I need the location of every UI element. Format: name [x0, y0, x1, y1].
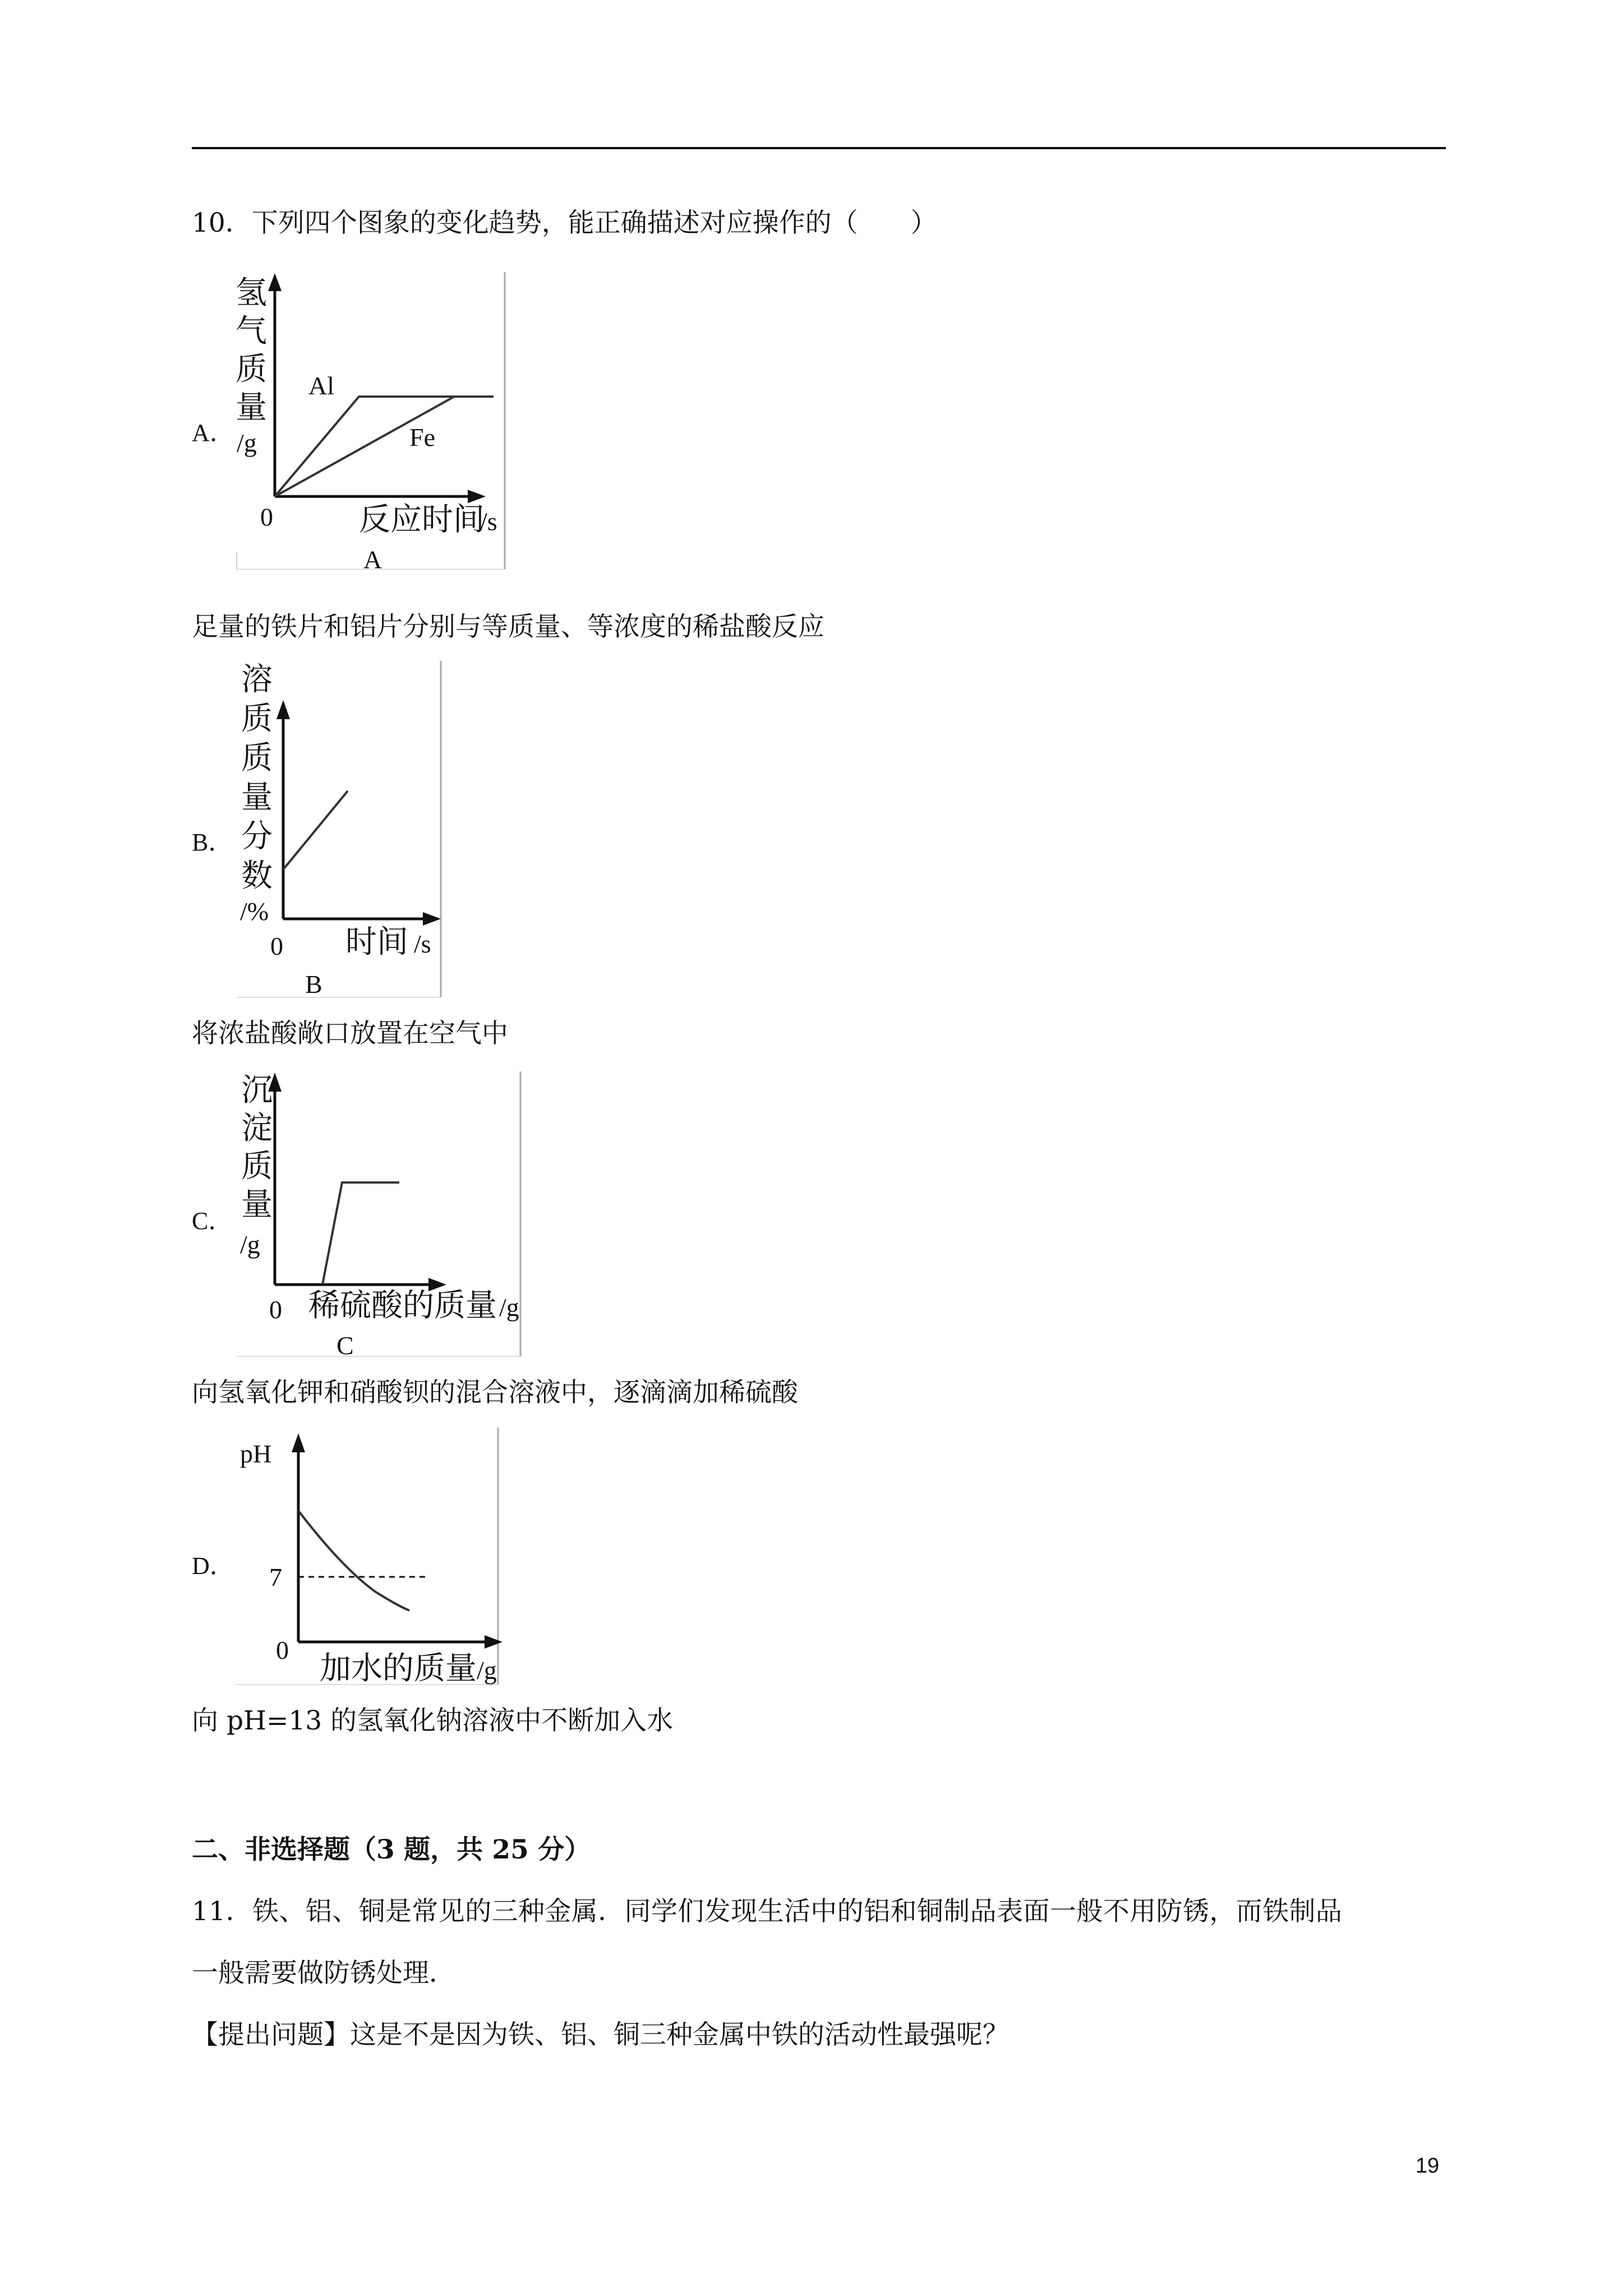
tick-label-7: 7: [269, 1563, 282, 1591]
x-axis-label: 加水的质量: [320, 1650, 477, 1687]
x-axis-label: 反应时间: [359, 501, 485, 538]
y-label-char-2: 质: [241, 701, 273, 737]
y-axis-arrow: [292, 1433, 305, 1452]
header-rule: [192, 147, 1446, 149]
option-c-label: C．: [192, 1207, 233, 1235]
question-11-line-2: 一般需要做防锈处理．: [192, 1958, 455, 1989]
x-axis-label: 时间: [345, 924, 408, 960]
x-axis-unit: /g: [499, 1293, 519, 1322]
page-number: 19: [1415, 2154, 1440, 2178]
question-10-stem: 10．下列四个图象的变化趋势，能正确描述对应操作的（ ）: [192, 208, 937, 238]
series-label-fe: Fe: [409, 423, 435, 452]
y-label-char-2: 气: [236, 313, 267, 349]
y-label-char-6: 数: [241, 858, 273, 894]
y-label-char-3: 质: [241, 1148, 273, 1185]
al-line: [275, 397, 494, 496]
y-axis-label: pH: [240, 1439, 272, 1468]
option-c-caption: 向氢氧化钾和硝酸钡的混合溶液中，逐滴滴加稀硫酸: [192, 1377, 798, 1408]
option-d-label: D．: [192, 1552, 234, 1580]
y-label-unit: /%: [240, 897, 269, 926]
y-label-char-4: 量: [241, 1186, 273, 1223]
y-label-char-1: 沉: [241, 1072, 273, 1108]
option-d-caption: 向 pH=13 的氢氧化钠溶液中不断加入水: [192, 1705, 674, 1736]
series-label-al: Al: [308, 371, 334, 400]
section-heading: 二、非选择题（3 题，共 25 分）: [192, 1834, 591, 1865]
y-label-char-1: 溶: [241, 661, 273, 698]
origin-label: 0: [276, 1636, 289, 1664]
x-axis-unit: /s: [414, 930, 431, 958]
figure-b: [236, 661, 449, 1009]
question-11-line-3: 【提出问题】这是不是因为铁、铝、铜三种金属中铁的活动性最强呢？: [192, 2019, 1009, 2050]
ph-curve: [298, 1511, 409, 1611]
x-axis-label: 稀硫酸的质量: [308, 1287, 497, 1324]
y-label-char-1: 氢: [236, 275, 267, 311]
y-label-unit: /g: [240, 1230, 260, 1259]
data-line: [322, 1182, 399, 1285]
option-a-caption: 足量的铁片和铝片分别与等质量、等浓度的稀盐酸反应: [192, 611, 824, 642]
origin-label: 0: [269, 1295, 282, 1324]
figure-letter: A: [363, 545, 382, 574]
figure-c: [236, 1071, 527, 1363]
y-axis-arrow: [276, 700, 290, 719]
x-axis-arrow: [485, 1635, 502, 1649]
x-axis-unit: /g: [477, 1656, 497, 1685]
x-axis-arrow: [423, 912, 441, 926]
option-a-label: A．: [192, 419, 234, 447]
y-axis-arrow: [268, 273, 282, 291]
y-label-char-4: 量: [241, 779, 273, 816]
figure-a: [236, 272, 510, 575]
y-label-unit: /g: [237, 429, 257, 457]
y-label-char-3: 质: [236, 351, 267, 388]
y-label-char-5: 分: [241, 818, 273, 855]
figure-d: [236, 1428, 505, 1691]
y-label-char-4: 量: [236, 389, 267, 426]
figure-letter: C: [336, 1331, 354, 1360]
x-axis-unit: /s: [480, 507, 497, 536]
origin-label: 0: [270, 932, 283, 960]
origin-label: 0: [260, 503, 273, 531]
figure-letter: B: [305, 970, 322, 999]
question-11-line-1: 11．铁、铝、铜是常见的三种金属．同学们发现生活中的铝和铜制品表面一般不用防锈，而铁制品: [192, 1896, 1343, 1927]
y-label-char-2: 淀: [241, 1110, 273, 1147]
option-b-caption: 将浓盐酸敞口放置在空气中: [192, 1018, 508, 1049]
y-label-char-3: 质: [241, 740, 273, 776]
data-line: [283, 791, 348, 869]
option-b-label: B．: [192, 829, 233, 856]
